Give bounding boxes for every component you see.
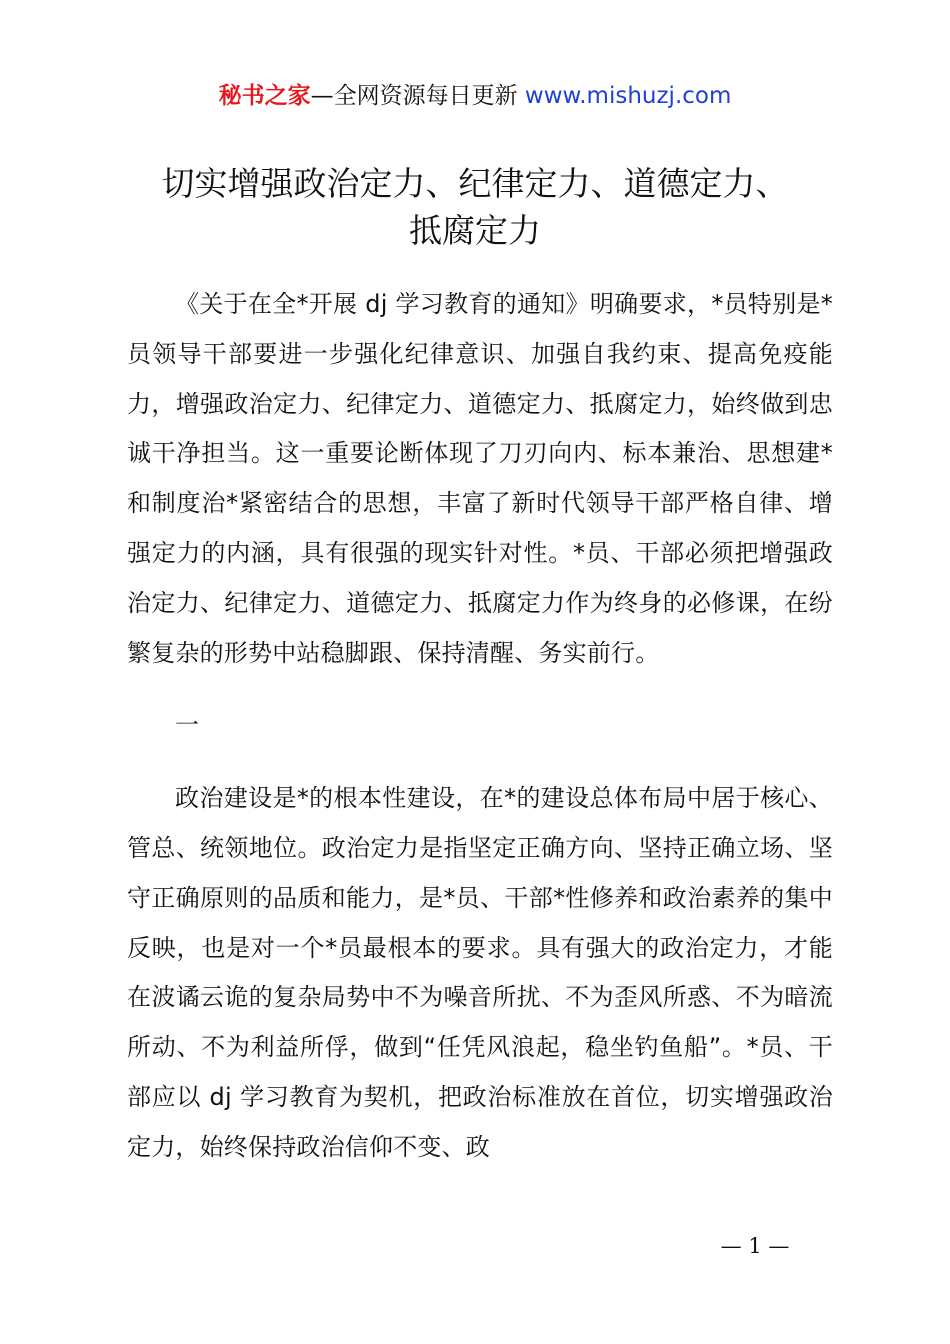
- site-brand: 秘书之家: [218, 83, 311, 109]
- page-number: — 1 —: [720, 1234, 790, 1258]
- site-url-link[interactable]: www.mishuzj.com: [524, 83, 732, 109]
- document-title: [100, 160, 850, 254]
- body-paragraph-1: 《关于在全*开展 dj 学习教育的通知》明确要求，*员特别是*员领导干部要进一步强化纪律意识、加强自我约束、提高免疫能力，增强政治定力、纪律定力、道德定力、抵腐定力，始终做到忠诚干净担当。这一重要论断体现了刀刃向内、标本兼治、思想建*和制度治*紧密结合的思想，丰富了新时代领导干部严格自律、增强定力的内涵，具有很强的现实针对性。*员、干部必须把增强政治定力、纪律定力、道德定力、抵腐定力作为终身的必修课，在纷繁复杂的形势中站稳脚跟、保持清醒、务实前行。: [127, 290, 833, 667]
- document-title-line-1: 切实增强政治定力、纪律定力、道德定力、: [161, 164, 789, 203]
- paragraph-gap: [127, 678, 833, 701]
- site-tagline: —全网资源每日更新: [310, 83, 518, 109]
- site-header: [0, 80, 950, 112]
- document-body: [127, 280, 833, 1173]
- paragraph-gap: [127, 751, 833, 774]
- body-paragraph-2: 政治建设是*的根本性建设，在*的建设总体布局中居于核心、管总、统领地位。政治定力是指坚定正确方向、坚持正确立场、坚守正确原则的品质和能力，是*员、干部*性修养和政治素养的集中反映，也是对一个*员最根本的要求。具有强大的政治定力，才能在波谲云诡的复杂局势中不为噪音所扰、不为歪风所惑、不为暗流所动、不为利益所俘，做到“任凭风浪起，稳坐钓鱼船”。*员、干部应以 dj 学习教育为契机，把政治标准放在首位，切实增强政治定力，始终保持政治信仰不变、政: [127, 784, 833, 1161]
- section-marker: 一: [175, 711, 200, 740]
- document-title-line-2: 抵腐定力: [409, 211, 541, 250]
